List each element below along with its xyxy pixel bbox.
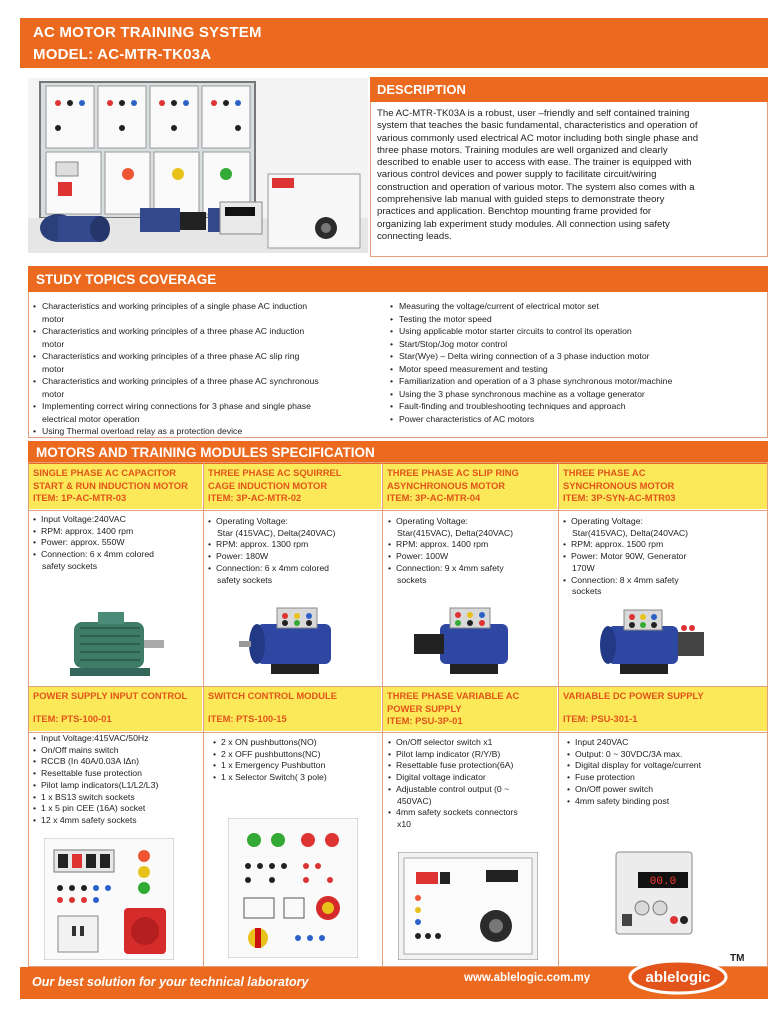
- spec-item: • Operating Voltage:: [563, 516, 765, 528]
- topic-item: • Using the 3 phase synchronous machine as a voltage generator: [390, 388, 760, 401]
- spec-item: • RPM: approx. 1500 rpm: [563, 539, 765, 551]
- module-item-code: ITEM: 3P-AC-MTR-02: [208, 492, 302, 504]
- spec-item: Star(415VAC), Delta(240VAC): [397, 527, 514, 538]
- spec-item: 450VAC): [397, 795, 432, 806]
- topic-item: • Star(Wye) – Delta wiring connection of a 3 phase induction motor: [390, 350, 760, 363]
- module-title: POWER SUPPLY INPUT CONTROL: [33, 690, 188, 701]
- single-phase-motor-photo: [60, 610, 170, 682]
- description-line: described to enable user to access with ease. The trainer is equipped with: [377, 157, 692, 169]
- description-heading: DESCRIPTION: [370, 77, 768, 102]
- module-title: VARIABLE DC POWER SUPPLY: [563, 690, 704, 701]
- module-spec-list: [563, 516, 765, 598]
- squirrel-cage-motor-photo: [235, 602, 355, 682]
- spec-item: • 1 x Selector Switch( 3 pole): [213, 772, 379, 784]
- spec-item: • Power: 100W: [388, 551, 556, 563]
- study-topics-left-list: [33, 300, 383, 438]
- topic-item: • Testing the motor speed: [390, 313, 760, 326]
- spec-item: • On/Off power switch: [567, 784, 765, 796]
- dc-voltage-readout: 00.0: [649, 876, 677, 888]
- spec-item: • On/Off mains switch: [33, 745, 201, 757]
- spec-item: • Digital display for voltage/current: [567, 760, 765, 772]
- dc-power-supply-photo: [612, 848, 696, 938]
- description-line: various control devices and power supply to facilitate circuit/wiring: [377, 169, 657, 181]
- topic-item: motor: [42, 388, 65, 399]
- module-item-code: ITEM: PSU-301-1: [563, 712, 638, 724]
- module-spec-list: [208, 516, 380, 586]
- spec-item: • Power: 180W: [208, 551, 380, 563]
- module-header-power-supply-input: [29, 687, 202, 731]
- module-title: ASYNCHRONOUS MOTOR: [387, 479, 506, 491]
- website-link[interactable]: www.ablelogic.com.my: [464, 972, 591, 984]
- topic-item: • Power characteristics of AC motors: [390, 413, 760, 426]
- spec-item: • 4mm safety binding post: [567, 796, 765, 808]
- module-header-synchronous-motor: [559, 464, 767, 509]
- module-title: SWITCH CONTROL MODULE: [208, 690, 337, 701]
- page-title: AC MOTOR TRAINING SYSTEM: [33, 24, 262, 41]
- study-topics-right-list: [390, 300, 760, 425]
- trademark-symbol: TM: [730, 953, 745, 964]
- study-topics-heading: STUDY TOPICS COVERAGE: [28, 266, 768, 292]
- module-item-code: ITEM: 3P-SYN-AC-MTR03: [563, 492, 676, 504]
- description-line: connecting leads.: [377, 230, 452, 242]
- description-line: organizing lab experiment study modules. All connection using safety: [377, 218, 670, 230]
- spec-item: • Operating Voltage:: [388, 516, 556, 528]
- topic-item: • Implementing correct wiring connections for 3 phase and single phase: [33, 400, 383, 413]
- spec-item: • Input Voltage:240VAC: [33, 514, 201, 526]
- ablelogic-logo: [628, 955, 728, 995]
- spec-item: • Input 240VAC: [567, 737, 765, 749]
- topic-item: • Measuring the voltage/current of electrical motor set: [390, 300, 760, 313]
- description-line: system that teaches the basic fundamental, characteristics and operation of: [377, 120, 698, 132]
- spec-item: • Output: 0 ~ 30VDC/3A max.: [567, 749, 765, 761]
- spec-item: • RPM: approx. 1300 rpm: [208, 539, 380, 551]
- module-item-code: ITEM: 3P-AC-MTR-04: [387, 492, 481, 504]
- module-title: SINGLE PHASE AC CAPACITOR: [33, 467, 177, 478]
- spec-item: 170W: [572, 562, 595, 573]
- spec-item: • Input Voltage:415VAC/50Hz: [33, 733, 201, 745]
- topic-item: electrical motor operation: [42, 413, 140, 424]
- module-title: SYNCHRONOUS MOTOR: [563, 479, 675, 491]
- spec-item: • 1 x BS13 switch sockets: [33, 792, 201, 804]
- description-line: three phase motors. Training modules are well organized and clearly: [377, 144, 668, 156]
- topic-item: • Using applicable motor starter circuits to control its operation: [390, 325, 760, 338]
- spec-item: • Adjustable control output (0 ~: [388, 784, 556, 796]
- module-title: THREE PHASE AC SLIP RING: [387, 467, 519, 478]
- variable-ac-supply-photo: [398, 852, 538, 960]
- spec-item: • 2 x ON pushbuttons(NO): [213, 737, 379, 749]
- module-header-slip-ring-motor: [383, 464, 557, 509]
- spec-item: • On/Off selector switch x1: [388, 737, 556, 749]
- spec-item: • 1 x Emergency Pushbutton: [213, 760, 379, 772]
- topic-item: • Familiarization and operation of a 3 phase synchronous motor/machine: [390, 375, 760, 388]
- logo-text: ablelogic: [645, 969, 711, 986]
- model-number: MODEL: AC-MTR-TK03A: [33, 46, 212, 63]
- description-line: construction and operation of various motor. The system also comes with a: [377, 181, 695, 193]
- synchronous-motor-photo: [590, 602, 720, 682]
- spec-item: safety sockets: [217, 574, 273, 585]
- module-title: THREE PHASE VARIABLE AC: [387, 690, 520, 701]
- module-header-squirrel-cage-motor: [204, 464, 381, 509]
- footer-slogan: Our best solution for your technical laboratory: [32, 975, 309, 989]
- topic-item: motor: [42, 313, 65, 324]
- slip-ring-motor-photo: [400, 602, 520, 682]
- spec-item: Star(415VAC), Delta(240VAC): [572, 527, 689, 538]
- module-spec-list: [567, 737, 765, 807]
- spec-item: • RPM: approx. 1400 rpm: [33, 526, 201, 538]
- spec-item: • Pilot lamp indicator (R/Y/B): [388, 749, 556, 761]
- modules-heading: MOTORS AND TRAINING MODULES SPECIFICATION: [28, 441, 768, 464]
- module-title: POWER SUPPLY: [387, 702, 462, 714]
- spec-item: • 2 x OFF pushbuttons(NC): [213, 749, 379, 761]
- module-spec-list: [388, 737, 556, 831]
- module-header-variable-ac-supply: [383, 687, 557, 731]
- spec-item: • Connection: 8 x 4mm safety: [563, 575, 765, 587]
- spec-item: safety sockets: [42, 560, 98, 571]
- topic-item: • Characteristics and working principles of a three phase AC synchronous: [33, 375, 383, 388]
- description-text: [377, 108, 762, 243]
- description-line: various commonly used electrical AC motor including both single phase and: [377, 132, 699, 144]
- module-title: THREE PHASE AC: [563, 467, 646, 478]
- topic-item: • Start/Stop/Jog motor control: [390, 338, 760, 351]
- spec-item: sockets: [397, 574, 427, 585]
- spec-item: • RPM: approx. 1400 rpm: [388, 539, 556, 551]
- spec-item: • Pilot lamp indicators(L1/L2/L3): [33, 780, 201, 792]
- module-header-switch-control: [204, 687, 381, 731]
- spec-item: • 4mm safety sockets connectors: [388, 807, 556, 819]
- topic-item: • Characteristics and working principles of a three phase AC induction: [33, 325, 383, 338]
- spec-item: sockets: [572, 586, 602, 597]
- spec-item: • Digital voltage indicator: [388, 772, 556, 784]
- module-spec-list: [388, 516, 556, 586]
- topic-item: • Fault-finding and troubleshooting techniques and approach: [390, 400, 760, 413]
- spec-item: • Connection: 6 x 4mm colored: [33, 549, 201, 561]
- module-title: START & RUN INDUCTION MOTOR: [33, 479, 188, 491]
- module-title: CAGE INDUCTION MOTOR: [208, 479, 328, 491]
- topic-item: • Characteristics and working principles of a three phase AC slip ring: [33, 350, 383, 363]
- module-spec-list: [33, 733, 201, 827]
- topic-item: motor: [42, 363, 65, 374]
- spec-item: • RCCB (In 40A/0.03A IΔn): [33, 756, 201, 768]
- topic-item: • Using Thermal overload relay as a protection device: [33, 425, 383, 438]
- spec-item: Star (415VAC), Delta(240VAC): [217, 527, 336, 538]
- topic-item: motor: [42, 338, 65, 349]
- module-header-variable-dc-supply: [559, 687, 767, 731]
- spec-item: • Resettable fuse protection: [33, 768, 201, 780]
- module-item-code: ITEM: PTS-100-15: [208, 712, 287, 724]
- spec-item: • Fuse protection: [567, 772, 765, 784]
- spec-item: • 12 x 4mm safety sockets: [33, 815, 201, 827]
- spec-item: • Power: Motor 90W, Generator: [563, 551, 765, 563]
- spec-item: • Operating Voltage:: [208, 516, 380, 528]
- spec-item: • 1 x 5 pin CEE (16A) socket: [33, 803, 201, 815]
- module-spec-list: [213, 737, 379, 784]
- spec-item: • Resettable fuse protection(6A): [388, 760, 556, 772]
- topic-item: • Characteristics and working principles of a single phase AC induction: [33, 300, 383, 313]
- switch-control-module-photo: [228, 818, 358, 958]
- module-item-code: ITEM: 1P-AC-MTR-03: [33, 492, 127, 504]
- module-item-code: ITEM: PTS-100-01: [33, 712, 112, 724]
- description-line: The AC-MTR-TK03A is a robust, user –friendly and self contained training: [377, 108, 690, 119]
- module-spec-list: [33, 514, 201, 573]
- training-system-photo: [28, 78, 368, 253]
- module-item-code: ITEM: PSU-3P-01: [387, 715, 463, 727]
- spec-item: • Connection: 6 x 4mm colored: [208, 563, 380, 575]
- module-title: THREE PHASE AC SQUIRREL: [208, 467, 342, 478]
- topic-item: • Motor speed measurement and testing: [390, 363, 760, 376]
- spec-item: • Connection: 9 x 4mm safety: [388, 563, 556, 575]
- grid-divider: [28, 510, 768, 511]
- power-input-module-photo: [44, 838, 174, 960]
- description-line: comprehensive lab manual with guided steps to demonstrate theory: [377, 194, 665, 206]
- description-line: practices and application. Benchtop mounting frame provided for: [377, 206, 652, 218]
- module-header-single-phase-motor: [29, 464, 202, 509]
- title-banner: [20, 18, 768, 68]
- spec-item: x10: [397, 818, 412, 829]
- spec-item: • Power: approx. 550W: [33, 537, 201, 549]
